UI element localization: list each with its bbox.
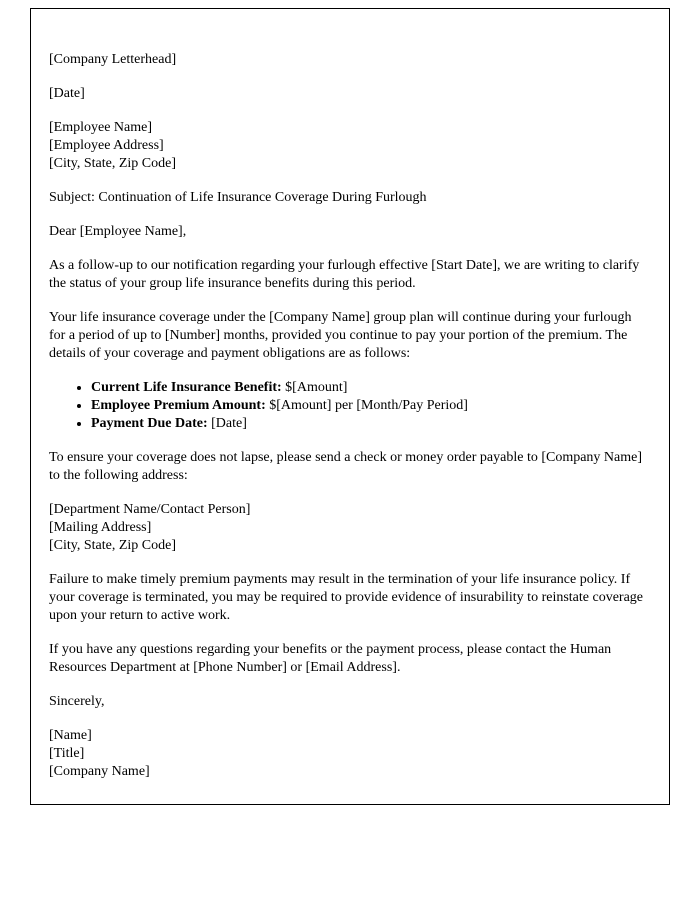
paragraph-questions: If you have any questions regarding your benefits or the payment process, please contact the Human Resources Department at [Phone Number] or [Email Address].: [49, 642, 612, 675]
benefit-label: Current Life Insurance Benefit:: [91, 380, 282, 395]
benefit-item-benefit: [91, 379, 651, 397]
payment-city: [City, State, Zip Code]: [49, 538, 177, 553]
signature-block: [49, 727, 651, 781]
benefit-item-premium: [91, 397, 651, 415]
paragraph-coverage: Your life insurance coverage under the [Company Name] group plan will continue during your furlough for a period of up to [Number] months, provided you continue to pay your portion of the premium. The details of your coverage and payment obligations are as follows:: [49, 310, 632, 361]
letterhead: [Company Letterhead]: [49, 52, 177, 67]
payment-mailing: [Mailing Address]: [49, 520, 152, 535]
salutation: Dear [Employee Name],: [49, 224, 187, 239]
subject-line: Subject: Continuation of Life Insurance Coverage During Furlough: [49, 190, 427, 205]
paragraph-failure: Failure to make timely premium payments may result in the termination of your life insurance policy. If your coverage is terminated, you may be required to provide evidence of insurability to reinstate coverage upon your return to active work.: [49, 572, 644, 623]
benefit-value: $[Amount] per [Month/Pay Period]: [265, 398, 468, 413]
paragraph-payment: To ensure your coverage does not lapse, please send a check or money order payable to [Company Name] to the following address:: [49, 450, 643, 483]
letter-date: [Date]: [49, 86, 85, 101]
letter-page: [30, 8, 670, 805]
benefit-label: Employee Premium Amount:: [91, 398, 266, 413]
closing: Sincerely,: [49, 694, 105, 709]
payment-address-block: [49, 501, 651, 555]
benefit-value: $[Amount]: [281, 380, 348, 395]
payment-contact: [Department Name/Contact Person]: [49, 502, 251, 517]
signature-title: [Title]: [49, 746, 85, 761]
recipient-name: [Employee Name]: [49, 120, 153, 135]
signature-company: [Company Name]: [49, 764, 150, 779]
benefit-label: Payment Due Date:: [91, 416, 208, 431]
paragraph-followup: As a follow-up to our notification regarding your furlough effective [Start Date], we are writing to clarify the status of your group life insurance benefits during this period.: [49, 258, 640, 291]
benefit-value: [Date]: [207, 416, 247, 431]
recipient-block: [49, 119, 651, 173]
recipient-address: [Employee Address]: [49, 138, 164, 153]
recipient-city: [City, State, Zip Code]: [49, 156, 177, 171]
signature-name: [Name]: [49, 728, 92, 743]
benefits-list: [49, 379, 651, 433]
benefit-item-due-date: [91, 415, 651, 433]
